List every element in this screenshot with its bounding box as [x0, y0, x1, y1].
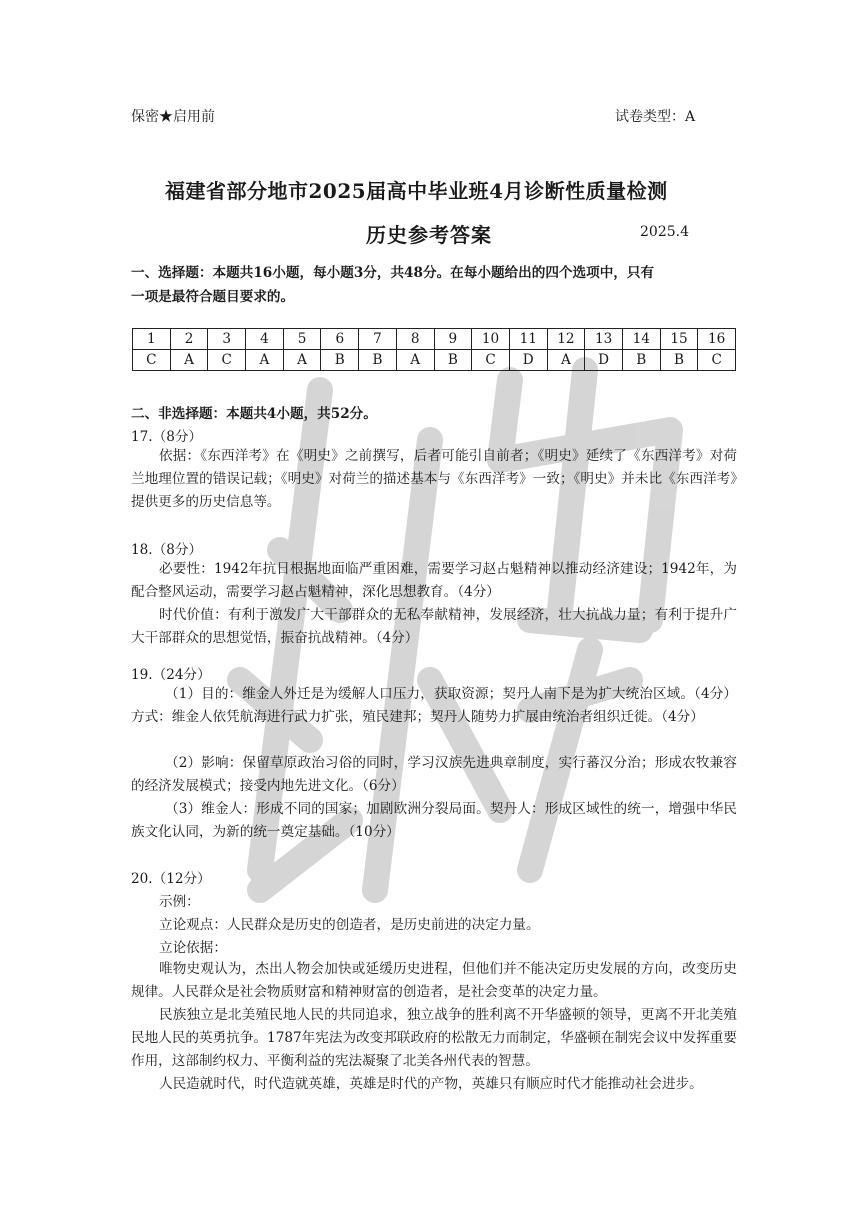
answer-letter-row	[133, 350, 736, 371]
q20-example-label: 示例：	[159, 894, 200, 910]
answer-letter-cell: B	[321, 350, 359, 371]
question-number-cell: 7	[359, 329, 397, 350]
question-number-cell: 14	[622, 329, 660, 350]
question-number-cell: 9	[434, 329, 472, 350]
question-number-cell: 5	[283, 329, 321, 350]
section1-heading-line1: 一、选择题：本题共16小题，每小题3分，共48分。在每小题给出的四个选项中，只有	[131, 265, 655, 281]
q18-value: 时代价值：有利于激发广大干部群众的无私奉献精神，发展经济，壮大抗战力量；有利于提升广大干部群众的思想觉悟，振奋抗战精神。（4分）	[131, 607, 737, 646]
answer-letter-cell: A	[283, 350, 321, 371]
q20-label: 20.（12分）	[131, 871, 211, 887]
answer-letter-cell: A	[246, 350, 284, 371]
answer-letter-cell: A	[170, 350, 208, 371]
question-number-cell: 2	[170, 329, 208, 350]
question-number-cell: 1	[133, 329, 171, 350]
answer-letter-cell: B	[434, 350, 472, 371]
answer-letter-cell: B	[359, 350, 397, 371]
question-number-cell: 10	[472, 329, 510, 350]
q20-viewpoint: 立论观点：人民群众是历史的创造者，是历史前进的决定力量。	[159, 917, 540, 933]
question-number-cell: 11	[509, 329, 547, 350]
answer-letter-cell: D	[585, 350, 623, 371]
answer-letter-cell: C	[698, 350, 736, 371]
q19-part1: （1）目的：维金人外迁是为缓解人口压力，获取资源；契丹人南下是为扩大统治区域。（4分）方式：维金人依凭航海进行武力扩张，殖民建邦；契丹人随势力扩展由统治者组织迁徙。（4分）	[131, 686, 737, 725]
answer-letter-cell: D	[509, 350, 547, 371]
answer-table	[132, 328, 736, 371]
exam-title: 福建省部分地市2025届高中毕业班4月诊断性质量检测	[165, 179, 668, 203]
q19-part3: （3）维金人：形成不同的国家；加剧欧洲分裂局面。契丹人：形成区域性的统一，增强中华民族文化认同，为新的统一奠定基础。（10分）	[131, 801, 737, 840]
q19-part2: （2）影响：保留草原政治习俗的同时，学习汉族先进典章制度，实行蕃汉分治；形成农牧兼容的经济发展模式；接受内地先进文化。（6分）	[131, 755, 737, 794]
answer-letter-cell: C	[472, 350, 510, 371]
answer-number-row	[133, 329, 736, 350]
q20-basis-label: 立论依据：	[159, 940, 227, 956]
answer-key-title: 历史参考答案	[366, 223, 492, 247]
q20-basis-para3: 人民造就时代，时代造就英雄，英雄是时代的产物，英雄只有顺应时代才能推动社会进步。	[159, 1076, 703, 1092]
answer-letter-cell: C	[208, 350, 246, 371]
answer-letter-cell: B	[622, 350, 660, 371]
question-number-cell: 12	[547, 329, 585, 350]
answer-letter-cell: C	[133, 350, 171, 371]
question-number-cell: 3	[208, 329, 246, 350]
q20-basis-para2: 民族独立是北美殖民地人民的共同追求，独立战争的胜利离不开华盛顿的领导，更离不开北美殖民地人民的英勇抗争。1787年宪法为改变邦联政府的松散无力而制定，华盛顿在制宪会议中发挥重要作用，这部制约权力、平衡利益的宪法凝聚了北美各州代表的智慧。	[131, 1007, 737, 1069]
q18-necessity: 必要性：1942年抗日根据地面临严重困难，需要学习赵占魁精神以推动经济建设；1942年，为配合整风运动，需要学习赵占魁精神，深化思想教育。（4分）	[131, 561, 737, 600]
confidential-label: 保密★启用前	[131, 109, 215, 125]
question-number-cell: 4	[246, 329, 284, 350]
question-number-cell: 6	[321, 329, 359, 350]
answer-letter-cell: B	[660, 350, 698, 371]
question-number-cell: 15	[660, 329, 698, 350]
paper-type-label: 试卷类型：A	[615, 109, 696, 125]
answer-letter-cell: A	[547, 350, 585, 371]
question-number-cell: 8	[396, 329, 434, 350]
question-number-cell: 16	[698, 329, 736, 350]
q17-answer: 依据：《东西洋考》在《明史》之前撰写，后者可能引自前者；《明史》延续了《东西洋考》对荷兰地理位置的错误记载；《明史》对荷兰的描述基本与《东西洋考》一致；《明史》并未比《东西洋考》提供更多的历史信息等。	[131, 448, 737, 510]
q19-label: 19.（24分）	[131, 667, 211, 683]
section1-heading-line2: 一项是最符合题目要求的。	[131, 289, 295, 305]
exam-date: 2025.4	[640, 224, 689, 240]
q17-label: 17.（8分）	[131, 429, 203, 445]
q20-basis-para1: 唯物史观认为，杰出人物会加快或延缓历史进程，但他们并不能决定历史发展的方向，改变历史规律。人民群众是社会物质财富和精神财富的创造者，是社会变革的决定力量。	[131, 961, 737, 1000]
answer-letter-cell: A	[396, 350, 434, 371]
question-number-cell: 13	[585, 329, 623, 350]
section2-heading: 二、非选择题：本题共4小题，共52分。	[131, 406, 377, 422]
q18-label: 18.（8分）	[131, 542, 203, 558]
